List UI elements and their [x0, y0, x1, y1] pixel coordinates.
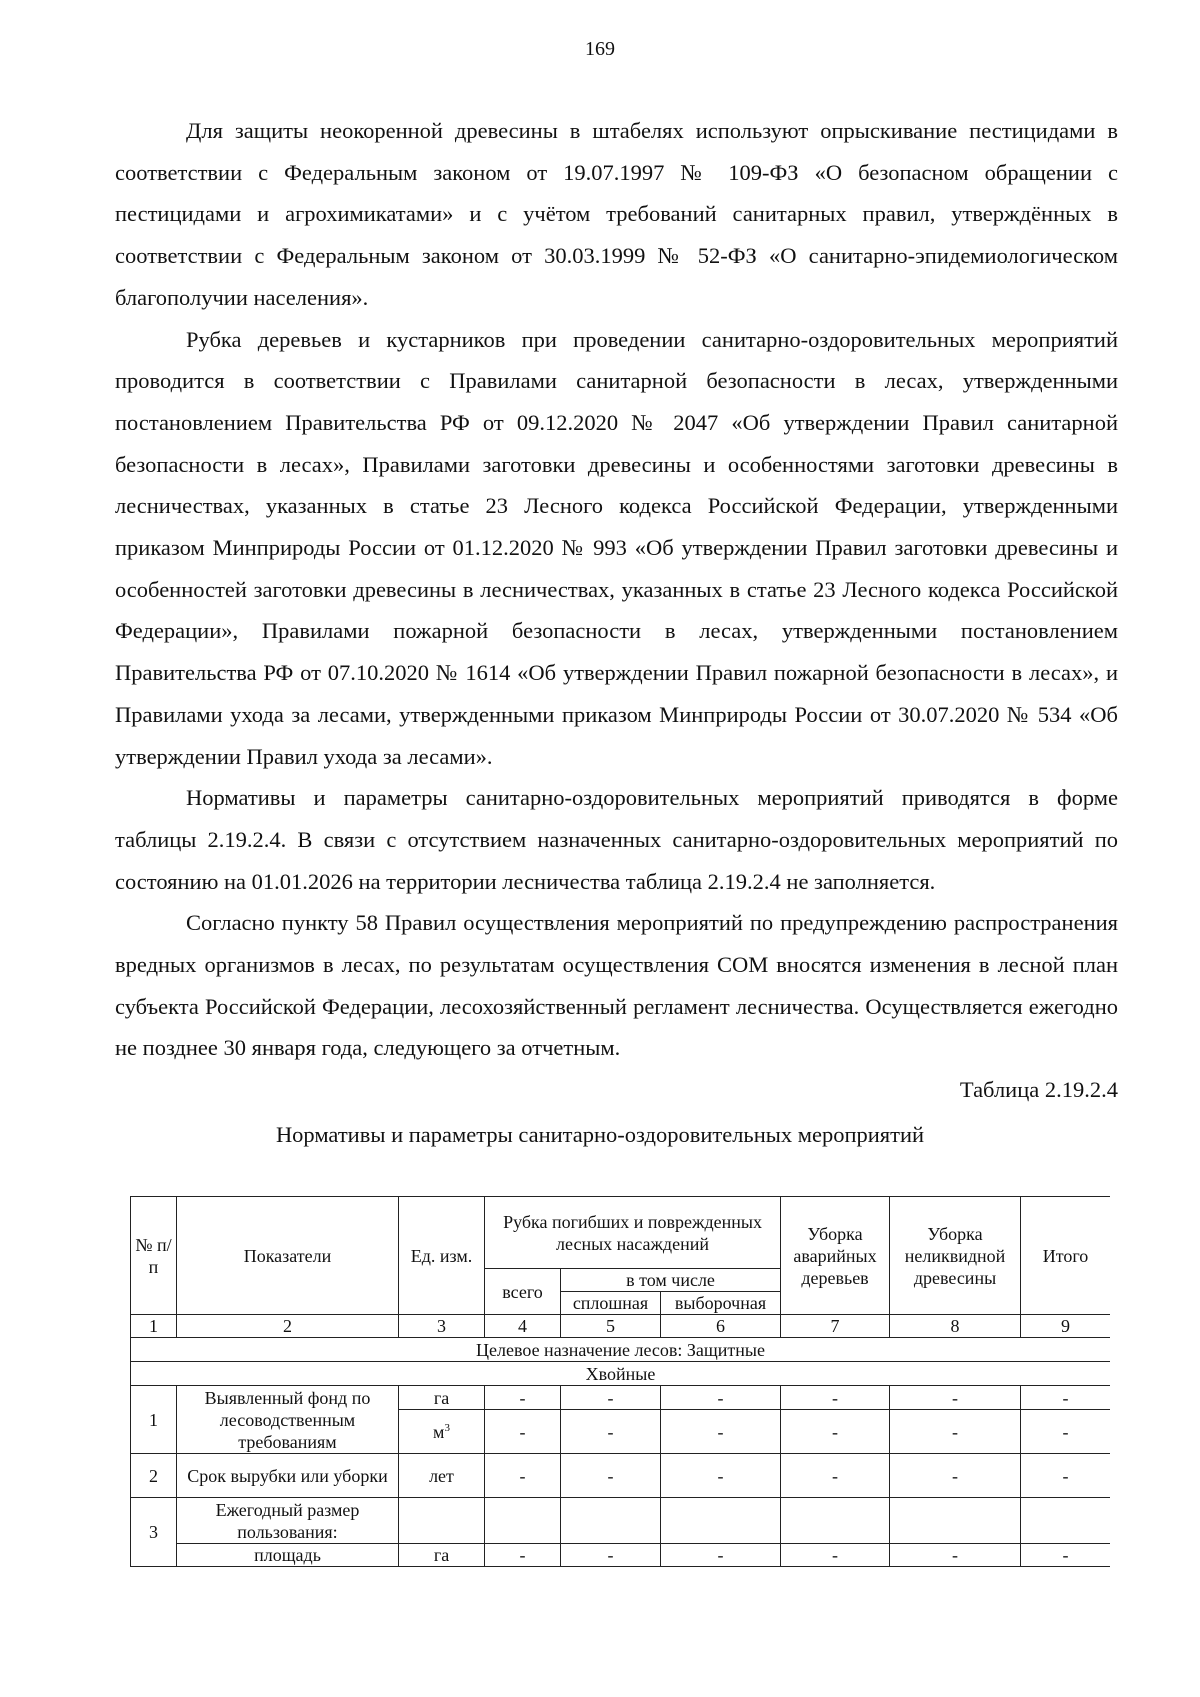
- section-row: Целевое назначение лесов: Защитные: [131, 1338, 1111, 1362]
- parameters-table: [130, 1196, 1110, 1567]
- cell-empty: [1021, 1498, 1110, 1544]
- header-felling: Рубка погибших и поврежденных лесных насаждений: [485, 1197, 781, 1269]
- table-number: Таблица 2.19.2.4: [959, 1077, 1118, 1102]
- column-number: 8: [890, 1315, 1021, 1338]
- cell-dash: -: [890, 1544, 1021, 1567]
- cell-empty: [890, 1498, 1021, 1544]
- cell-dash: -: [781, 1386, 890, 1410]
- row-label: Срок вырубки или уборки: [177, 1454, 399, 1498]
- cell-dash: -: [485, 1386, 561, 1410]
- cell-dash: -: [661, 1410, 781, 1454]
- header-total: Итого: [1021, 1197, 1110, 1315]
- header-clear: сплошная: [561, 1292, 661, 1315]
- body-text: [115, 110, 1118, 1069]
- cell-dash: -: [661, 1386, 781, 1410]
- column-number: 1: [131, 1315, 177, 1338]
- paragraph: Рубка деревьев и кустарников при проведении санитарно-оздоровительных мероприятий проводится в соответствии с Правилами санитарной безопасности в лесах, утвержденными постановлением Правительства РФ от 09.12.2020 № 2047 «Об утверждении Правил санитарной безопасности в лесах», Правилами заготовки древесины и особенностями заготовки древесины в лесничествах, указанных в статье 23 Лесного кодекса Российской Федерации, утвержденными приказом Минприроды России от 01.12.2020 № 993 «Об утверждении Правил заготовки древесины и особенностей заготовки древесины в лесничествах, указанных в статье 23 Лесного кодекса Российской Федерации», Правилами пожарной безопасности в лесах, утвержденными постановлением Правительства РФ от 07.10.2020 № 1614 «Об утверждении Правил пожарной безопасности в лесах», и Правилами ухода за лесами, утвержденными приказом Минприроды России от 30.07.2020 № 534 «Об утверждении Правил ухода за лесами».: [115, 326, 1118, 769]
- cell-dash: -: [1021, 1410, 1110, 1454]
- header-total-all: всего: [485, 1269, 561, 1315]
- unit-base: м: [433, 1421, 445, 1442]
- cell-dash: -: [561, 1544, 661, 1567]
- cell-dash: -: [1021, 1544, 1110, 1567]
- row-unit: лет: [399, 1454, 485, 1498]
- row-label: Выявленный фонд по лесоводственным требованиям: [177, 1386, 399, 1454]
- subsection-row: Хвойные: [131, 1362, 1111, 1386]
- column-number: 5: [561, 1315, 661, 1338]
- cell-dash: -: [1021, 1454, 1110, 1498]
- header-emergency: Уборка аварийных деревьев: [781, 1197, 890, 1315]
- cell-dash: -: [485, 1454, 561, 1498]
- cell-dash: -: [781, 1544, 890, 1567]
- cell-empty: [661, 1498, 781, 1544]
- cell-dash: -: [661, 1454, 781, 1498]
- cell-dash: -: [890, 1386, 1021, 1410]
- cell-empty: [561, 1498, 661, 1544]
- header-num: № п/п: [131, 1197, 177, 1315]
- cell-dash: -: [890, 1410, 1021, 1454]
- cell-dash: -: [561, 1386, 661, 1410]
- header-including: в том числе: [561, 1269, 781, 1292]
- row-unit: га: [399, 1386, 485, 1410]
- header-indicators: Показатели: [177, 1197, 399, 1315]
- cell-dash: -: [661, 1544, 781, 1567]
- cell-dash: -: [561, 1454, 661, 1498]
- cell-dash: -: [485, 1544, 561, 1567]
- column-number: 4: [485, 1315, 561, 1338]
- row-label: Ежегодный размер пользования:: [177, 1498, 399, 1544]
- row-unit: га: [399, 1544, 485, 1567]
- paragraph: Нормативы и параметры санитарно-оздоровительных мероприятий приводятся в форме таблицы 2.19.2.4. В связи с отсутствием назначенных санитарно-оздоровительных мероприятий по состоянию на 01.01.2026 на территории лесничества таблица 2.19.2.4 не заполняется.: [115, 785, 1118, 894]
- table-container: [130, 1196, 1110, 1580]
- row-unit: [399, 1410, 485, 1454]
- row-number: 2: [131, 1454, 177, 1498]
- header-selective: выборочная: [661, 1292, 781, 1315]
- column-number: 7: [781, 1315, 890, 1338]
- cell-dash: -: [485, 1410, 561, 1454]
- cell-dash: -: [561, 1410, 661, 1454]
- header-illiquid: Уборка неликвидной древесины: [890, 1197, 1021, 1315]
- paragraph: Для защиты неокоренной древесины в штабелях используют опрыскивание пестицидами в соответствии с Федеральным законом от 19.07.1997 № 109-ФЗ «О безопасном обращении с пестицидами и агрохимикатами» и с учётом требований санитарных правил, утверждённых в соответствии с Федеральным законом от 30.03.1999 № 52-ФЗ «О санитарно-эпидемиологическом благополучии населения».: [115, 118, 1118, 310]
- column-number: 3: [399, 1315, 485, 1338]
- column-number: 2: [177, 1315, 399, 1338]
- table-title: Нормативы и параметры санитарно-оздоровительных мероприятий: [275, 1122, 925, 1147]
- paragraph: Согласно пункту 58 Правил осуществления мероприятий по предупреждению распространения вредных организмов в лесах, по результатам осуществления СОМ вносятся изменения в лесной план субъекта Российской Федерации, лесохозяйственный регламент лесничества. Осуществляется ежегодно не позднее 30 января года, следующего за отчетным.: [115, 910, 1118, 1061]
- row-number: 3: [131, 1498, 177, 1567]
- cell-empty: [781, 1498, 890, 1544]
- column-number: 9: [1021, 1315, 1110, 1338]
- header-unit: Ед. изм.: [399, 1197, 485, 1315]
- cell-empty: [485, 1498, 561, 1544]
- page-number: 169: [585, 38, 615, 60]
- row-sub-label: площадь: [177, 1544, 399, 1567]
- row-unit: [399, 1498, 485, 1544]
- cell-dash: -: [781, 1410, 890, 1454]
- column-number: 6: [661, 1315, 781, 1338]
- cell-dash: -: [890, 1454, 1021, 1498]
- row-number: 1: [131, 1386, 177, 1454]
- cell-dash: -: [781, 1454, 890, 1498]
- unit-superscript: 3: [444, 1421, 450, 1434]
- cell-dash: -: [1021, 1386, 1110, 1410]
